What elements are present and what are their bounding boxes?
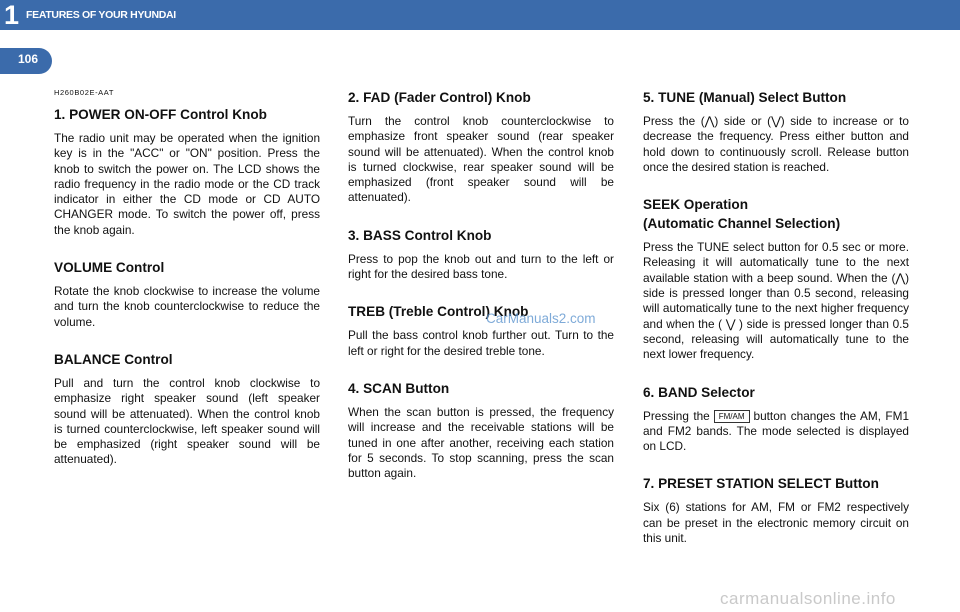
volume-text: Rotate the knob clockwise to increase the volume and turn the knob counterclockwise to reduce the volume.: [54, 284, 320, 329]
preset-text: Six (6) stations for AM, FM or FM2 respectively can be preset in the electronic memory circuit on this unit.: [643, 500, 909, 546]
scan-heading: 4. SCAN Button: [348, 380, 450, 396]
band-text-before: Pressing the: [643, 408, 710, 423]
volume-heading: VOLUME Control: [54, 260, 165, 276]
footer-watermark: carmanualsonline.info: [720, 589, 896, 608]
band-heading: 6. BAND Selector: [643, 384, 755, 400]
treble-heading: TREB (Treble Control) Knob: [348, 304, 529, 320]
tune-text: Press the (⋀) side or (⋁) side to increase or to decrease the frequency. Press either button and hold down to continuously scroll. Release button once the desired station is reached.: [643, 114, 909, 174]
fader-heading: 2. FAD (Fader Control) Knob: [348, 90, 531, 105]
fader-text: Turn the control knob counterclockwise to emphasize front speaker sound (rear speaker sound will be attenuated). When the control knob is turned clockwise, rear speaker sound will be emphasized (front speaker sound will be attenuated).: [348, 114, 614, 205]
column-middle: [348, 88, 614, 501]
chapter-number: 1: [4, 0, 20, 30]
treble-text: Pull the bass control knob further out. Turn to the left or right for the desired treble tone.: [348, 328, 614, 358]
chapter-title: FEATURES OF YOUR HYUNDAI: [26, 9, 176, 21]
column-left: [54, 88, 320, 488]
balance-heading: BALANCE Control: [54, 351, 173, 367]
section-code: H260B02E-AAT: [54, 88, 115, 97]
fm-am-button-label: FM/AM: [714, 410, 750, 423]
bass-text: Press to pop the knob out and turn to the left or right for the desired bass tone.: [348, 251, 614, 282]
scan-text: When the scan button is pressed, the frequency will increase and the receivable stations will be tuned in one after another, receiving each station for 5 seconds. To stop scanning, press the scan button again.: [348, 404, 614, 481]
column-right: [643, 88, 909, 566]
tune-heading: 5. TUNE (Manual) Select Button: [643, 90, 847, 105]
seek-subheading: (Automatic Channel Selection): [643, 216, 841, 232]
seek-text: Press the TUNE select button for 0.5 sec or more. Releasing it will automatically tune to the next available station with a beep sound. When the (⋀) side is pressed longer than 0.5 second, releasing will automatically tune to the next higher frequency and when the ( ⋁ ) side is pressed longer than 0.5 second, releasing will automatically tune to the next lower frequency.: [643, 240, 909, 362]
band-text: [643, 409, 909, 455]
band-text-after: button changes the AM, FM1 and FM2 bands. The mode selected is displayed on LCD.: [643, 408, 910, 454]
power-knob-heading: 1. POWER ON-OFF Control Knob: [54, 107, 267, 122]
overlay-watermark: CarManuals2.com: [486, 311, 596, 326]
balance-text: Pull and turn the control knob clockwise to emphasize right speaker sound (left speaker sound will be attenuated). When the control knob is turned counterclockwise, left speaker sound will be emphasized (right speaker sound will be attenuated).: [54, 375, 320, 467]
page-number: 106: [18, 52, 39, 66]
bass-heading: 3. BASS Control Knob: [348, 227, 492, 243]
seek-heading: SEEK Operation: [643, 197, 748, 213]
power-knob-text: The radio unit may be operated when the ignition key is in the "ACC" or "ON" position. Press the knob to switch the power on. The LCD shows the radio frequency in the radio mode or the CD track indicator in either the CD mode or CD AUTO CHANGER mode. To switch the power off, press the knob again.: [54, 131, 320, 237]
preset-heading: 7. PRESET STATION SELECT Button: [643, 476, 879, 492]
